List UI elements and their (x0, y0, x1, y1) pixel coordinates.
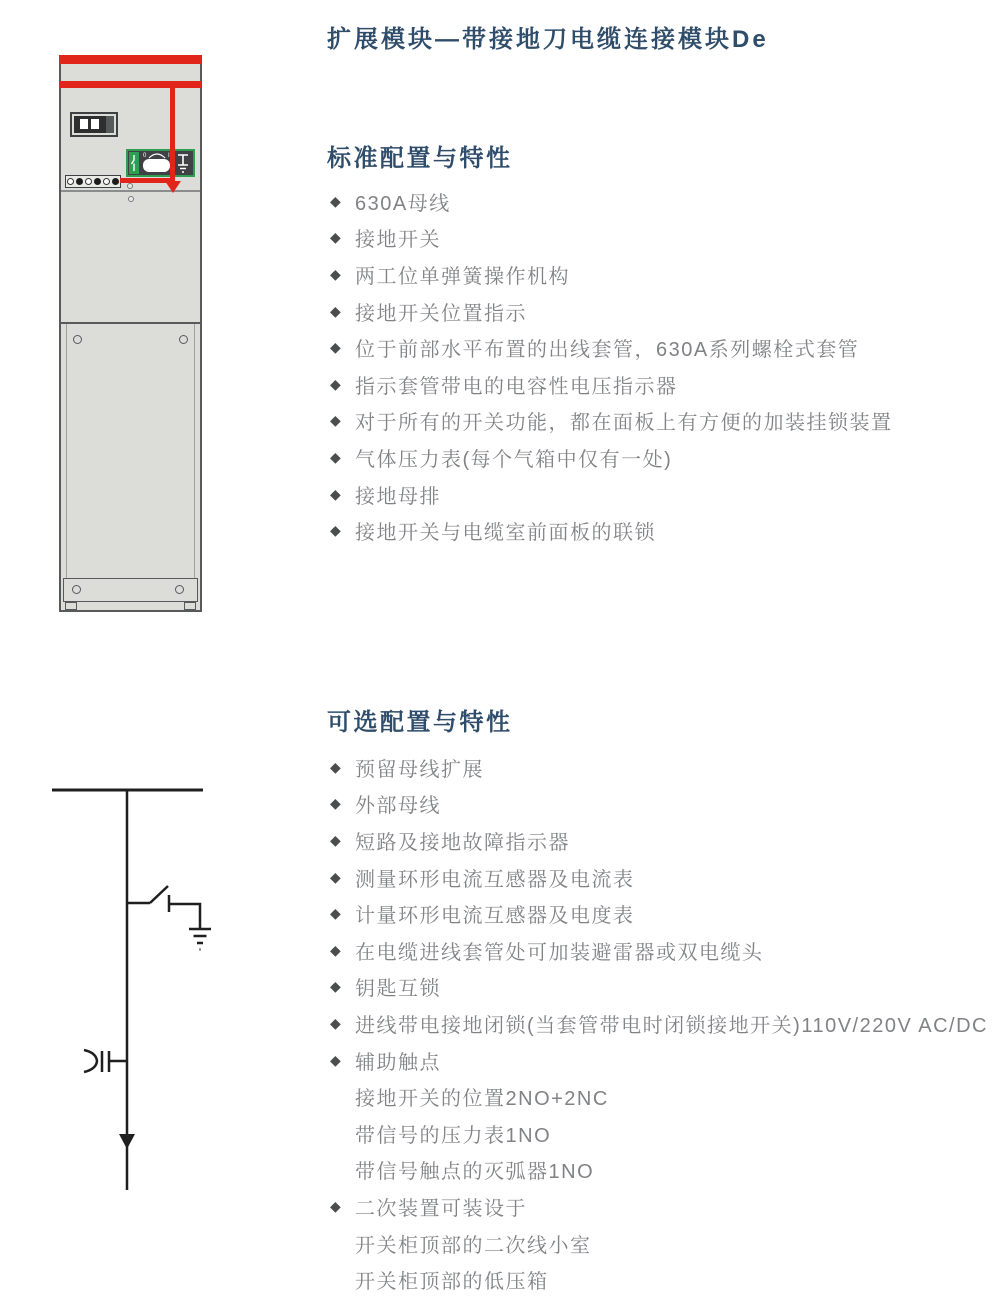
display-cell-1 (80, 119, 88, 129)
cabinet-foot-left (65, 602, 77, 610)
diamond-bullet-icon: ◆ (330, 941, 343, 958)
cabinet-busbar-red-bar (59, 81, 202, 88)
feature-item (330, 1152, 988, 1189)
feature-item (330, 512, 893, 549)
cabinet-top-red-bar (59, 55, 202, 64)
display-window (74, 116, 114, 133)
knob-position-on-label: I (168, 153, 170, 159)
earthing-position-icon (174, 152, 193, 174)
feature-text: 外部母线 (355, 795, 441, 818)
cabinet-base (63, 578, 198, 602)
section-heading-optional: 可选配置与特性 (327, 709, 513, 736)
feature-text: 对于所有的开关功能，都在面板上有方便的加装挂锁装置 (355, 412, 893, 435)
diamond-bullet-icon: ◆ (330, 339, 343, 356)
panel-hole-2 (128, 196, 134, 202)
feature-item (330, 822, 988, 859)
feature-item (330, 476, 893, 513)
feature-text: 630A母线 (355, 192, 451, 215)
optional-features-list (330, 749, 988, 1298)
diamond-bullet-icon: ◆ (330, 448, 343, 465)
earthing-switch-blade (150, 886, 168, 903)
feature-text: 钥匙互锁 (355, 978, 441, 1001)
cable-direction-arrow-icon (119, 1134, 135, 1149)
diamond-bullet-icon: ◆ (330, 302, 343, 319)
feature-text: 在电缆进线套管处可加装避雷器或双电缆头 (355, 941, 764, 964)
diamond-bullet-icon: ◆ (330, 229, 343, 246)
feature-item (330, 183, 893, 220)
diamond-bullet-icon: ◆ (330, 375, 343, 392)
diamond-bullet-icon: ◆ (330, 192, 343, 209)
page-title: 扩展模块—带接地刀电缆连接模块De (327, 26, 769, 53)
rotary-knob (143, 159, 170, 172)
door-screw-right (179, 335, 188, 344)
diamond-bullet-icon: ◆ (330, 485, 343, 502)
feature-text: 接地开关 (355, 229, 441, 252)
feature-text: 两工位单弹簧操作机构 (355, 265, 570, 288)
capacitive-indicator-fork (84, 1050, 97, 1072)
operating-mechanism-panel (126, 149, 195, 177)
busbar-route-red-line (170, 81, 175, 181)
cabinet-foot-right (184, 602, 196, 610)
feature-item (330, 932, 988, 969)
feature-text: 指示套管带电的电容性电压指示器 (355, 375, 678, 398)
diamond-bullet-icon: ◆ (330, 795, 343, 812)
diamond-bullet-icon: ◆ (330, 905, 343, 922)
lamp-black-3 (112, 178, 119, 185)
feature-item (330, 895, 988, 932)
feature-item (330, 220, 893, 257)
feature-item (330, 366, 893, 403)
earth-ground-icon (189, 929, 211, 950)
feature-text: 辅助触点 (355, 1051, 441, 1074)
earth-lead-line (170, 904, 200, 929)
feature-text: 接地母排 (355, 485, 441, 508)
feature-item (330, 1225, 988, 1262)
feature-text: 开关柜顶部的低压箱 (355, 1271, 549, 1294)
switchgear-cabinet-illustration (59, 55, 202, 612)
single-line-diagram (40, 775, 215, 1200)
diamond-bullet-icon: ◆ (330, 265, 343, 282)
lamp-white-3 (103, 178, 110, 185)
feature-item (330, 329, 893, 366)
busbar-route-arrow-icon (165, 181, 181, 193)
diamond-bullet-icon: ◆ (330, 1197, 343, 1214)
diamond-bullet-icon: ◆ (330, 412, 343, 429)
feature-text: 短路及接地故障指示器 (355, 831, 570, 854)
feature-text: 预留母线扩展 (355, 758, 484, 781)
lamp-white-1 (67, 178, 74, 185)
feature-item (330, 1261, 988, 1298)
lamp-white-2 (85, 178, 92, 185)
feature-item (330, 293, 893, 330)
feature-item (330, 439, 893, 476)
standard-features-list (330, 183, 893, 549)
gas-pressure-window (70, 112, 118, 137)
feature-item (330, 1078, 988, 1115)
feature-text: 开关柜顶部的二次线小室 (355, 1234, 592, 1257)
feature-text: 带信号触点的灭弧器1NO (355, 1161, 595, 1184)
feature-text: 气体压力表(每个气箱中仅有一处) (355, 448, 673, 471)
panel-hole-1 (127, 183, 133, 189)
diamond-bullet-icon: ◆ (330, 1014, 343, 1031)
switch-blade-icon (129, 153, 139, 173)
feature-text: 二次装置可装设于 (355, 1197, 527, 1220)
diamond-bullet-icon: ◆ (330, 522, 343, 539)
capacitive-indicator-plates (102, 1051, 127, 1072)
lamp-black-2 (94, 178, 101, 185)
diamond-bullet-icon: ◆ (330, 978, 343, 995)
section-heading-standard: 标准配置与特性 (327, 145, 513, 172)
base-screw-left (72, 585, 81, 594)
cable-compartment-door (66, 324, 195, 578)
feature-text: 位于前部水平布置的出线套管，630A系列螺栓式套管 (355, 339, 860, 362)
display-shade (106, 116, 114, 133)
feature-item (330, 1115, 988, 1152)
feature-item (330, 969, 988, 1006)
feature-text: 带信号的压力表1NO (355, 1124, 552, 1147)
knob-arc-icon (147, 152, 167, 159)
feature-item (330, 786, 988, 823)
feature-item (330, 749, 988, 786)
feature-item (330, 1042, 988, 1079)
door-screw-left (73, 335, 82, 344)
feature-text: 接地开关与电缆室前面板的联锁 (355, 522, 656, 545)
feature-text: 测量环形电流互感器及电流表 (355, 868, 635, 891)
diamond-bullet-icon: ◆ (330, 868, 343, 885)
voltage-indicator-lamps (65, 175, 121, 188)
knob-position-off-label: 0 (143, 153, 147, 159)
feature-text: 进线带电接地闭锁(当套管带电时闭锁接地开关)110V/220V AC/DC (355, 1014, 988, 1037)
feature-item (330, 1188, 988, 1225)
feature-item (330, 1005, 988, 1042)
display-cell-2 (91, 119, 99, 129)
feature-item (330, 256, 893, 293)
diamond-bullet-icon: ◆ (330, 758, 343, 775)
feature-item (330, 859, 988, 896)
feature-text: 计量环形电流互感器及电度表 (355, 905, 635, 928)
switch-symbol-strip (129, 152, 139, 174)
feature-text: 接地开关位置指示 (355, 302, 527, 325)
feature-text: 接地开关的位置2NO+2NC (355, 1088, 609, 1111)
diamond-bullet-icon: ◆ (330, 831, 343, 848)
feature-item (330, 403, 893, 440)
lamp-black-1 (76, 178, 83, 185)
base-screw-right (175, 585, 184, 594)
diamond-bullet-icon: ◆ (330, 1051, 343, 1068)
